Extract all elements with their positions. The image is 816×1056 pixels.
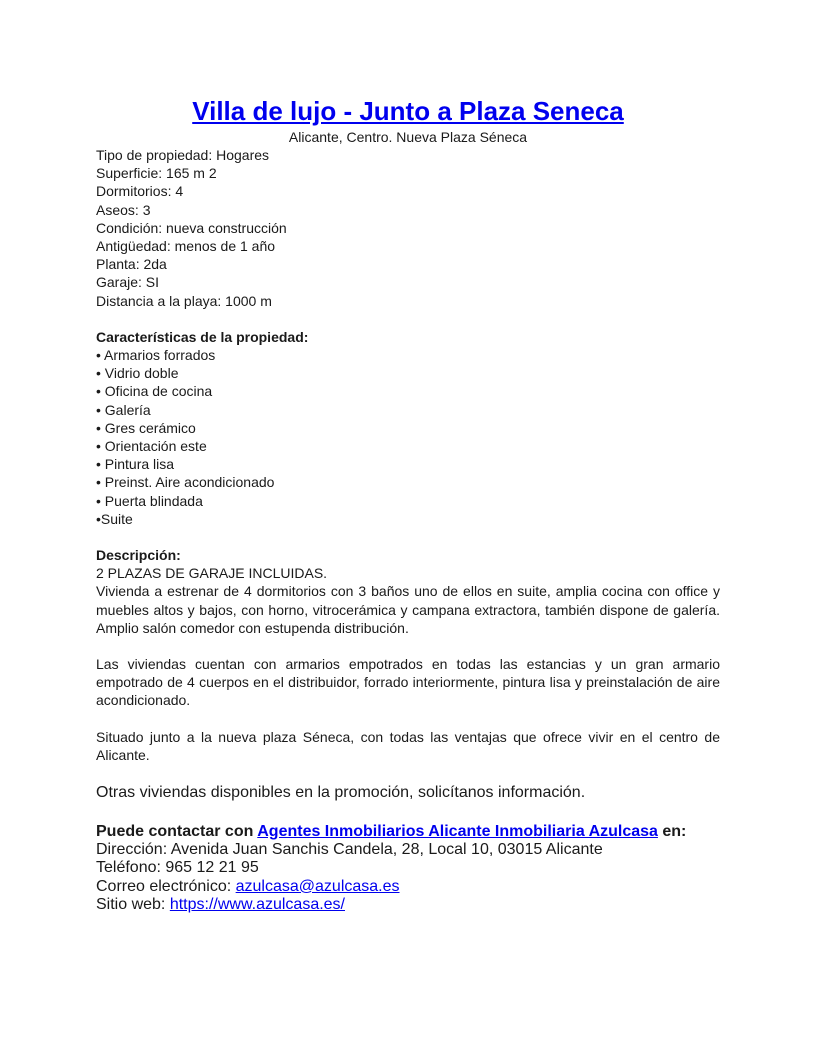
spec-line: Planta: 2da: [96, 256, 167, 273]
feature-item: •Suite: [96, 510, 133, 527]
contact-phone: Teléfono: 965 12 21 95: [96, 859, 259, 877]
email-link[interactable]: azulcasa@azulcasa.es: [235, 877, 400, 895]
feature-item: • Oficina de cocina: [96, 383, 213, 400]
feature-item: • Pintura lisa: [96, 456, 175, 473]
contact-section: [96, 823, 720, 915]
spec-line: Distancia a la playa: 1000 m: [96, 292, 272, 309]
feature-item: • Vidrio doble: [96, 365, 179, 382]
title-link[interactable]: Villa de lujo - Junto a Plaza Seneca: [192, 96, 624, 126]
spacer: [96, 528, 720, 546]
spacer: [96, 637, 720, 655]
description-paragraph: Vivienda a estrenar de 4 dormitorios con 3 baños uno de ellos en suite, amplia cocina con office y muebles altos y bajos, con horno, vitrocerámica y campana extractora, también dispone de galería. Amplio salón comedor con estupenda distribución.: [96, 583, 720, 636]
contact-intro-prefix: Puede contactar con: [96, 822, 258, 840]
description-heading: Descripción:: [96, 547, 181, 564]
listing-document: [96, 94, 720, 915]
website-link[interactable]: https://www.azulcasa.es/: [169, 896, 345, 914]
location-subtitle: Alicante, Centro. Nueva Plaza Séneca: [288, 129, 528, 145]
features-section: [96, 328, 720, 528]
contact-email-line: [96, 878, 720, 896]
description-paragraph: Situado junto a la nueva plaza Séneca, con todas las ventajas que ofrece vivir en el centro de Alicante.: [96, 728, 720, 763]
feature-item: • Preinst. Aire acondicionado: [96, 474, 275, 491]
spec-line: Superficie: 165 m 2: [96, 165, 217, 182]
spacer: [96, 710, 720, 728]
spec-line: Dormitorios: 4: [96, 183, 184, 200]
contact-address: Dirección: Avenida Juan Sanchis Candela, 28, Local 10, 03015 Alicante: [96, 840, 603, 858]
description-paragraph: Las viviendas cuentan con armarios empotrados en todas las estancias y un gran armario empotrado de 4 cuerpos en el distribuidor, forrado interiormente, pintura lisa y preinstalación de aire acondicionado.: [96, 656, 720, 709]
spec-line: Tipo de propiedad: Hogares: [96, 147, 270, 163]
email-label: Correo electrónico:: [96, 877, 236, 895]
specs-list: [96, 146, 720, 310]
spec-line: Condición: nueva construcción: [96, 219, 287, 236]
spacer: [96, 803, 720, 823]
contact-intro: [96, 823, 720, 841]
spec-line: Garaje: SI: [96, 274, 160, 291]
garage-note: 2 PLAZAS DE GARAJE INCLUIDAS.: [96, 565, 328, 582]
spacer: [96, 764, 720, 784]
contact-intro-suffix: en:: [657, 822, 687, 840]
feature-item: • Gres cerámico: [96, 419, 196, 436]
description-section: [96, 546, 720, 764]
feature-item: • Orientación este: [96, 438, 207, 455]
spacer: [96, 310, 720, 328]
feature-item: • Armarios forrados: [96, 347, 216, 364]
other-homes-note: Otras viviendas disponibles en la promoción, solicítanos información.: [96, 784, 586, 802]
feature-item: • Galería: [96, 401, 151, 418]
web-label: Sitio web:: [96, 896, 170, 914]
spec-line: Antigüedad: menos de 1 año: [96, 238, 276, 255]
features-heading: Características de la propiedad:: [96, 328, 309, 345]
spec-line: Aseos: 3: [96, 201, 151, 218]
page-title: [96, 94, 720, 128]
feature-item: • Puerta blindada: [96, 492, 203, 509]
contact-web-line: [96, 896, 720, 914]
agency-link[interactable]: Agentes Inmobiliarios Alicante Inmobiliaria Azulcasa: [257, 822, 658, 840]
